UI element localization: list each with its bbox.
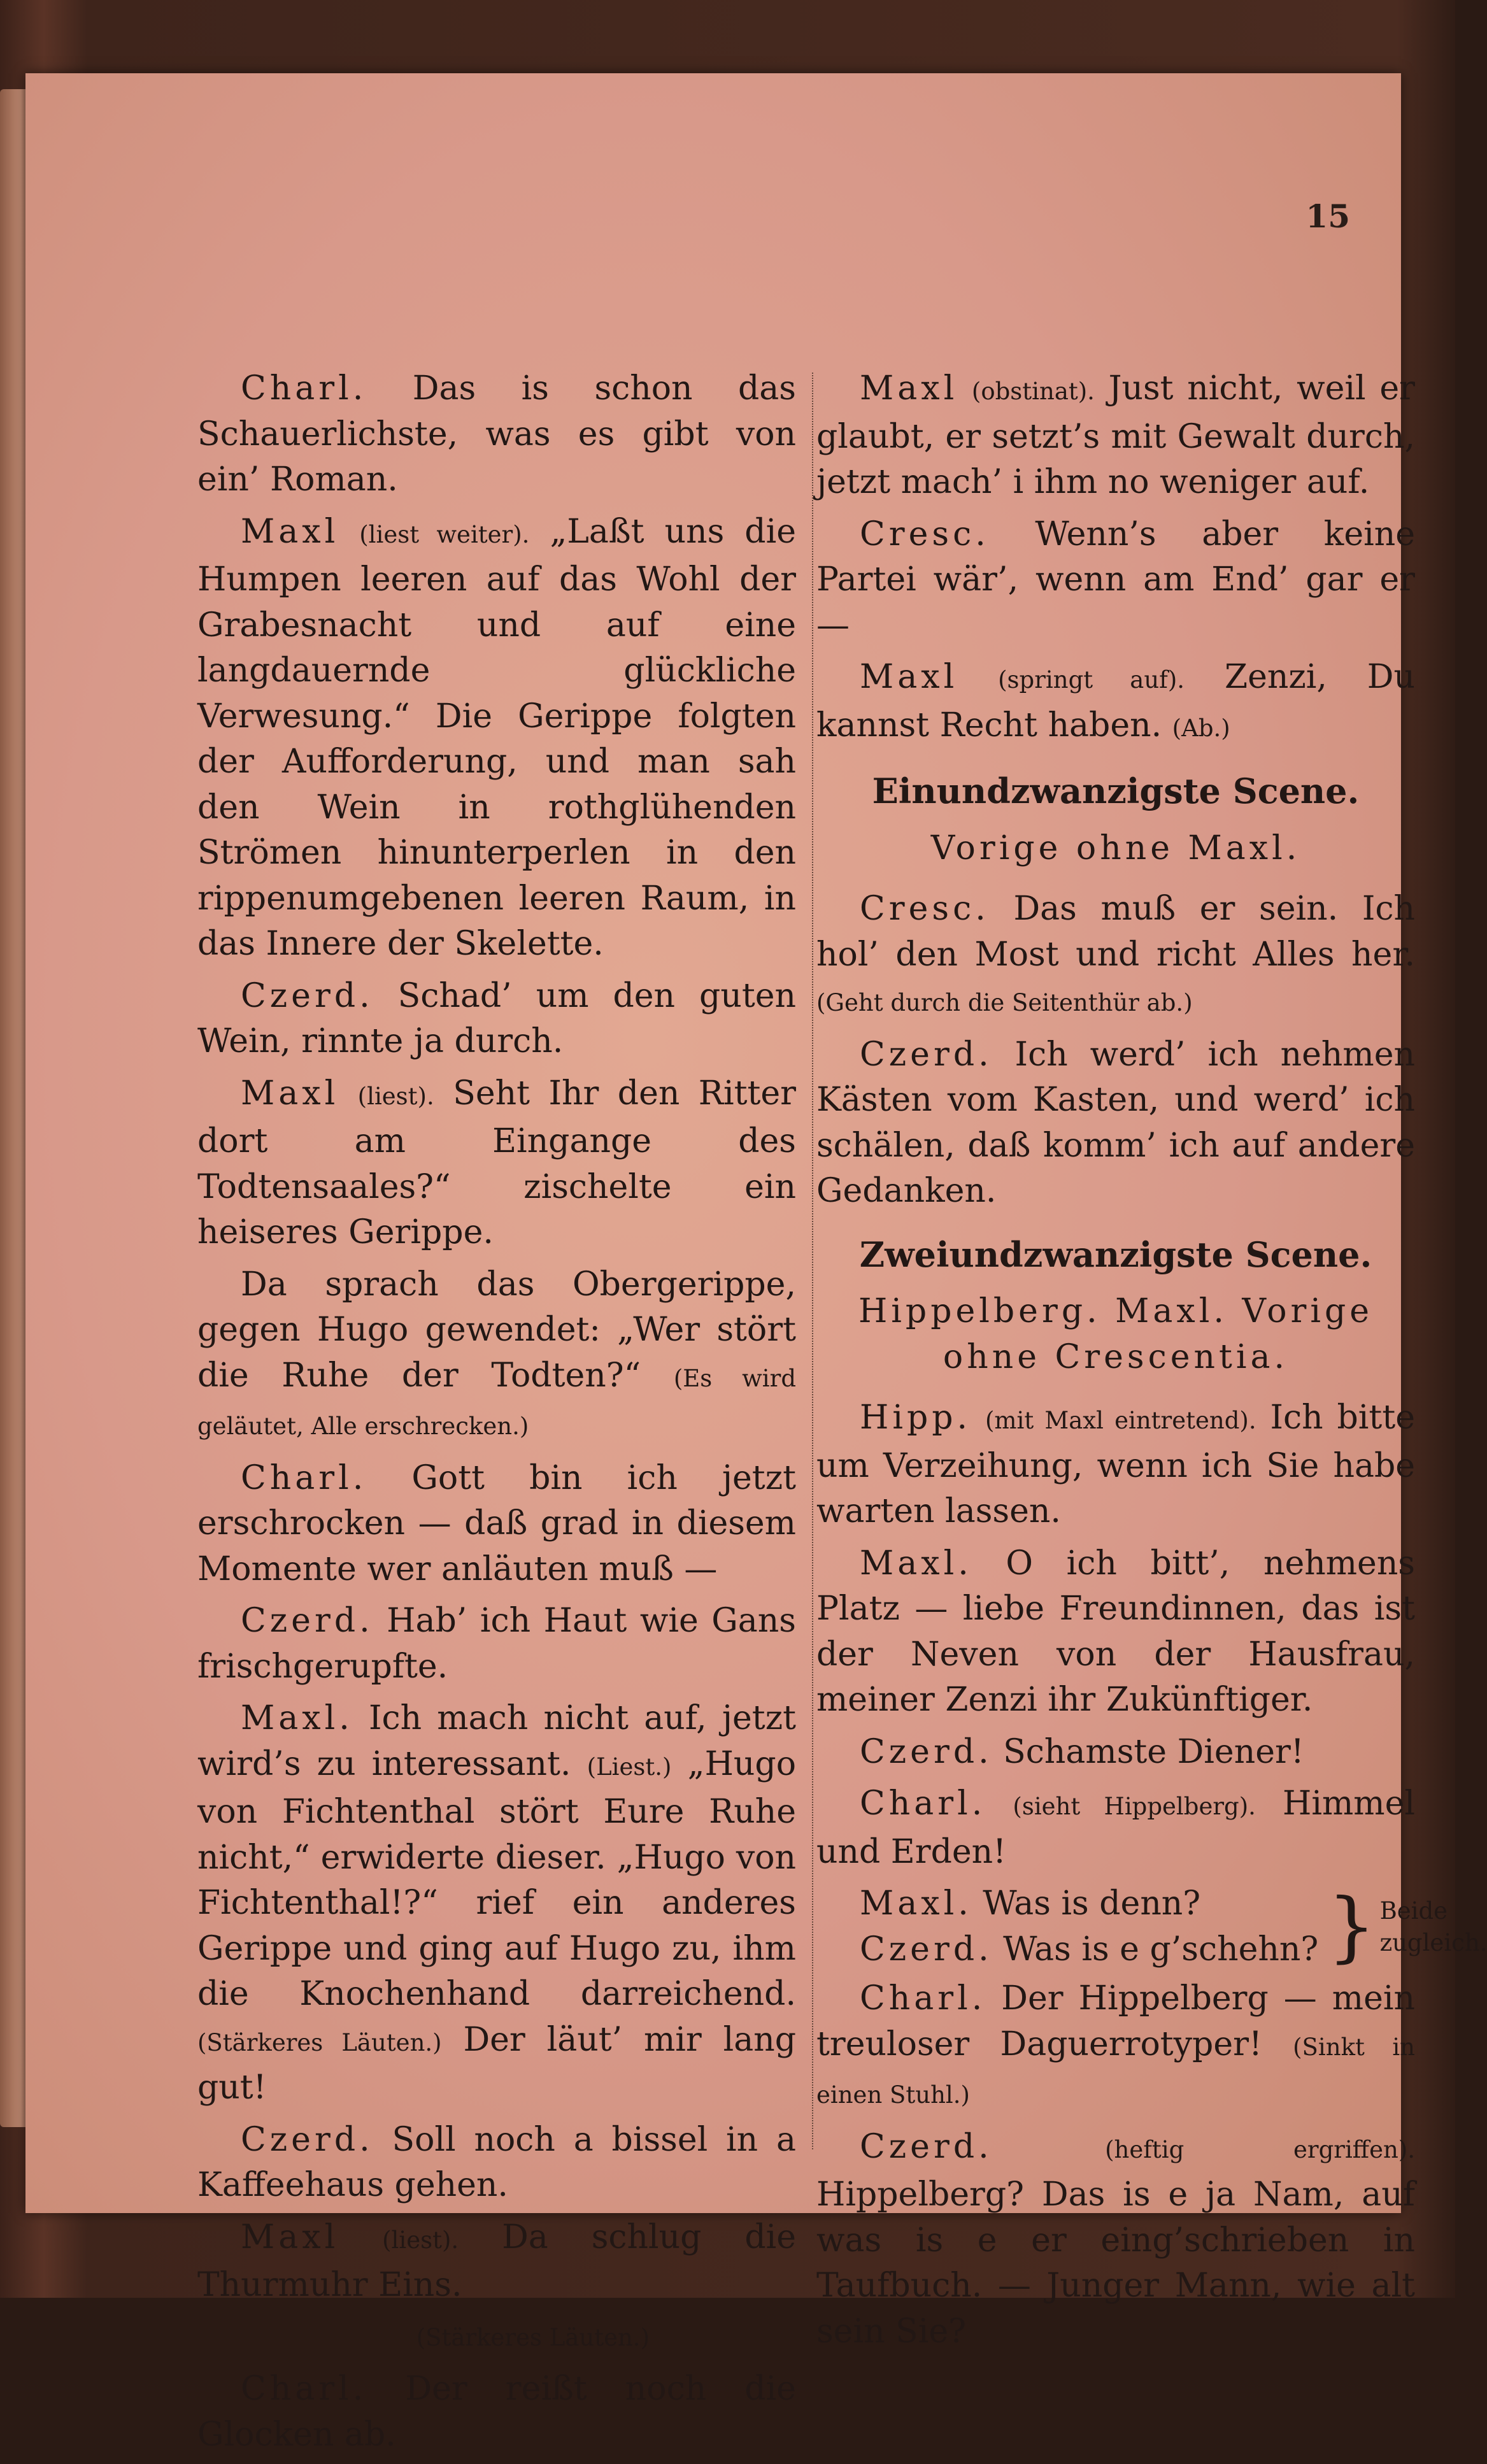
speech-paragraph xyxy=(816,366,1415,506)
speech-paragraph xyxy=(197,2215,796,2309)
speech-paragraph xyxy=(816,2125,1415,2355)
speech-text: Ich werd’ ich nehmen Kästen vom Kasten, und werd’ ich schälen, daß komm’ ich auf andere Gedanken. xyxy=(816,1035,1415,1210)
speech-text: Seht Ihr den Ritter dort am Eingange des Todtensaales?“ zischelte ein heiseres Gerippe. xyxy=(197,1074,797,1251)
speaker-name: Maxl xyxy=(241,2218,339,2256)
speech-paragraph xyxy=(197,974,796,1065)
speaker-name: Maxl. xyxy=(860,1884,972,1923)
speech-text: Da schlug die Thurmuhr Eins. xyxy=(197,2218,797,2304)
stage-direction: (heftig ergriffen). xyxy=(1105,2135,1415,2163)
speech-text: Soll noch a bissel in a Kaffeehaus gehen. xyxy=(197,2120,796,2204)
speaker-name: Czerd. xyxy=(241,1602,374,1640)
speech-text: Himmel und Erden! xyxy=(816,1784,1416,1871)
speaker-name: Charl. xyxy=(860,1979,986,2018)
stage-direction: (springt auf). xyxy=(998,666,1185,694)
speech-paragraph xyxy=(197,2367,796,2458)
speech-text: Hab’ ich Haut wie Gans frischgerupfte. xyxy=(197,1602,796,1686)
speech-text: „Laßt uns die Humpen leeren auf das Wohl der Grabesnacht und auf eine langdauernde glückliche Verwesung.“ Die Gerippe folgten der Aufforderung, und man sah den Wein in rothglühenden Strömen hinunterperlen in den rippenumgebenen leeren Raum, in das Innere der Skelette. xyxy=(197,512,796,963)
right-column xyxy=(816,366,1487,2361)
speaker-name: Czerd. xyxy=(241,2120,374,2159)
speaker-name: Maxl. xyxy=(860,1544,972,1583)
speaker-name: Maxl xyxy=(241,1074,339,1113)
speech-text: Der reißt noch die Glocken ab. xyxy=(197,2370,796,2454)
note-line: zugleich. xyxy=(1379,1928,1487,1956)
speech-paragraph xyxy=(816,1781,1415,1875)
stage-direction: (sieht Hippelberg). xyxy=(1013,1793,1256,1820)
speaker-name: Czerd. xyxy=(860,2127,993,2166)
speaker-name: Maxl xyxy=(860,369,958,408)
speaker-name: Czerd. xyxy=(241,976,374,1015)
speech-text: Das muß er sein. Ich hol’ den Most und richt Alles her. xyxy=(816,890,1415,974)
speech-paragraph xyxy=(816,887,1415,1026)
speaker-name: Czerd. xyxy=(860,1732,993,1771)
speech-text: Hippelberg? Das is e ja Nam, auf was is e er eing’schrieben in Taufbuch. — Junger Mann, wie alt sein Sie? xyxy=(816,2176,1415,2351)
speech-text: Gott bin ich jetzt erschrocken — daß grad in diesem Momente wer anläuten muß — xyxy=(197,1458,796,1588)
speech-paragraph xyxy=(816,512,1415,649)
speaker-name: Hipp. xyxy=(860,1399,972,1437)
speech-paragraph xyxy=(816,1730,1415,1776)
speaker-name: Charl. xyxy=(241,1458,367,1497)
speech-text: Der Hippelberg — mein treuloser Daguerrotyper! xyxy=(816,1979,1415,2063)
simultaneous-note xyxy=(1380,1895,1487,1959)
simultaneous-speeches xyxy=(816,1881,1318,1972)
speaker-name: Maxl xyxy=(860,658,958,696)
speech-line xyxy=(860,1881,1318,1927)
speech-text: Schamste Diener! xyxy=(992,1732,1304,1771)
page-number: 15 xyxy=(1306,197,1350,235)
speaker-name: Charl. xyxy=(860,1784,986,1823)
stage-direction: (Es wird geläutet, Alle erschrecken.) xyxy=(197,1364,797,1440)
speech-text: Das is schon das Schauerlichste, was es gibt von ein’ Roman. xyxy=(197,369,796,499)
speech-paragraph xyxy=(816,1395,1415,1535)
scene-cast: Vorige ohne Maxl. xyxy=(930,829,1301,867)
speaker-name: Czerd. xyxy=(860,1930,993,1969)
speech-paragraph xyxy=(197,1696,796,2111)
speaker-name: Cresc. xyxy=(860,890,990,928)
speech-paragraph xyxy=(197,366,796,503)
speech-paragraph xyxy=(197,1071,796,1256)
speaker-name: Cresc. xyxy=(860,515,990,553)
left-column xyxy=(197,366,796,2464)
stage-direction: (Stärkeres Läuten.) xyxy=(416,2323,650,2351)
speech-text: Schad’ um den guten Wein, rinnte ja durch. xyxy=(197,976,796,1060)
speech-text: Just nicht, weil er glaubt, er setzt’s mit Gewalt durch, jetzt mach’ i ihm no weniger auf. xyxy=(816,369,1415,501)
speech-text: Wenn’s aber keine Partei wär’, wenn am End’ gar er — xyxy=(816,515,1415,644)
speech-text: Zenzi, Du kannst Recht haben. xyxy=(816,658,1415,744)
speech-text: Was is e g’schehn? xyxy=(992,1930,1319,1969)
scene-cast: Hippelberg. Maxl. Vorige ohne Crescentia. xyxy=(858,1292,1374,1376)
speech-text: O ich bitt’, nehmens Platz — liebe Freundinnen, das ist der Neven von der Hausfrau, meiner Zenzi ihr Zukünftiger. xyxy=(816,1544,1415,1719)
speech-paragraph xyxy=(197,509,796,967)
column-divider xyxy=(812,373,813,2149)
simultaneous-lines xyxy=(816,1881,1487,1972)
speaker-name: Maxl. xyxy=(241,1699,353,1737)
speech-line xyxy=(860,1927,1318,1973)
stage-direction: (Sinkt in einen Stuhl.) xyxy=(816,2033,1415,2109)
speaker-name: Maxl xyxy=(241,512,339,551)
speech-paragraph xyxy=(197,2118,796,2209)
book-page xyxy=(25,73,1487,2454)
speech-paragraph xyxy=(816,1541,1415,1723)
stage-direction: (liest). xyxy=(382,2226,459,2254)
speech-text: Ich bitte um Verzeihung, wenn ich Sie habe warten lassen. xyxy=(816,1399,1415,1530)
stage-direction: (obstinat). xyxy=(971,378,1095,405)
stage-direction: (Liest.) xyxy=(587,1753,672,1781)
speech-paragraph xyxy=(816,655,1415,751)
speaker-name: Czerd. xyxy=(860,1035,993,1074)
stage-direction: (liest). xyxy=(357,1082,434,1110)
speech-text: Der läut’ mir lang gut! xyxy=(197,2020,797,2107)
speech-text: Da sprach das Obergerippe, gegen Hugo gewendet: „Wer stört die Ruhe der Todten?“ xyxy=(197,1265,796,1395)
speech-paragraph xyxy=(197,1262,796,1449)
speech-paragraph xyxy=(816,1032,1415,1214)
speech-paragraph xyxy=(197,1456,796,1593)
scene-heading: Zweiundzwanzigste Scene. xyxy=(859,1234,1372,1275)
speaker-name: Charl. xyxy=(241,2370,367,2408)
stage-direction: (liest weiter). xyxy=(359,520,530,548)
stage-direction: (Stärkeres Läuten.) xyxy=(197,2028,442,2056)
speech-paragraph xyxy=(197,1599,796,1690)
note-line: Beide xyxy=(1379,1897,1448,1925)
stage-direction: (mit Maxl eintretend). xyxy=(985,1407,1256,1434)
scene-heading: Einundzwanzigste Scene. xyxy=(872,771,1360,811)
stage-direction: (Ab.) xyxy=(1172,714,1230,742)
speaker-name: Charl. xyxy=(241,369,367,408)
brace-glyph: } xyxy=(1327,1882,1376,1971)
speech-paragraph xyxy=(816,1976,1415,2118)
speech-text: „Hugo von Fichtenthal stört Eure Ruhe nicht,“ erwiderte dieser. „Hugo von Fichtenthal!?“ rief ein anderes Gerippe und ging auf Hugo zu, ihm die Knochenhand darreichend. xyxy=(197,1744,797,2013)
speech-text: Was is denn? xyxy=(972,1884,1201,1923)
speech-text: Ich mach nicht auf, jetzt wird’s zu interessant. xyxy=(197,1699,796,1783)
stage-direction: (Geht durch die Seitenthür ab.) xyxy=(816,989,1193,1016)
